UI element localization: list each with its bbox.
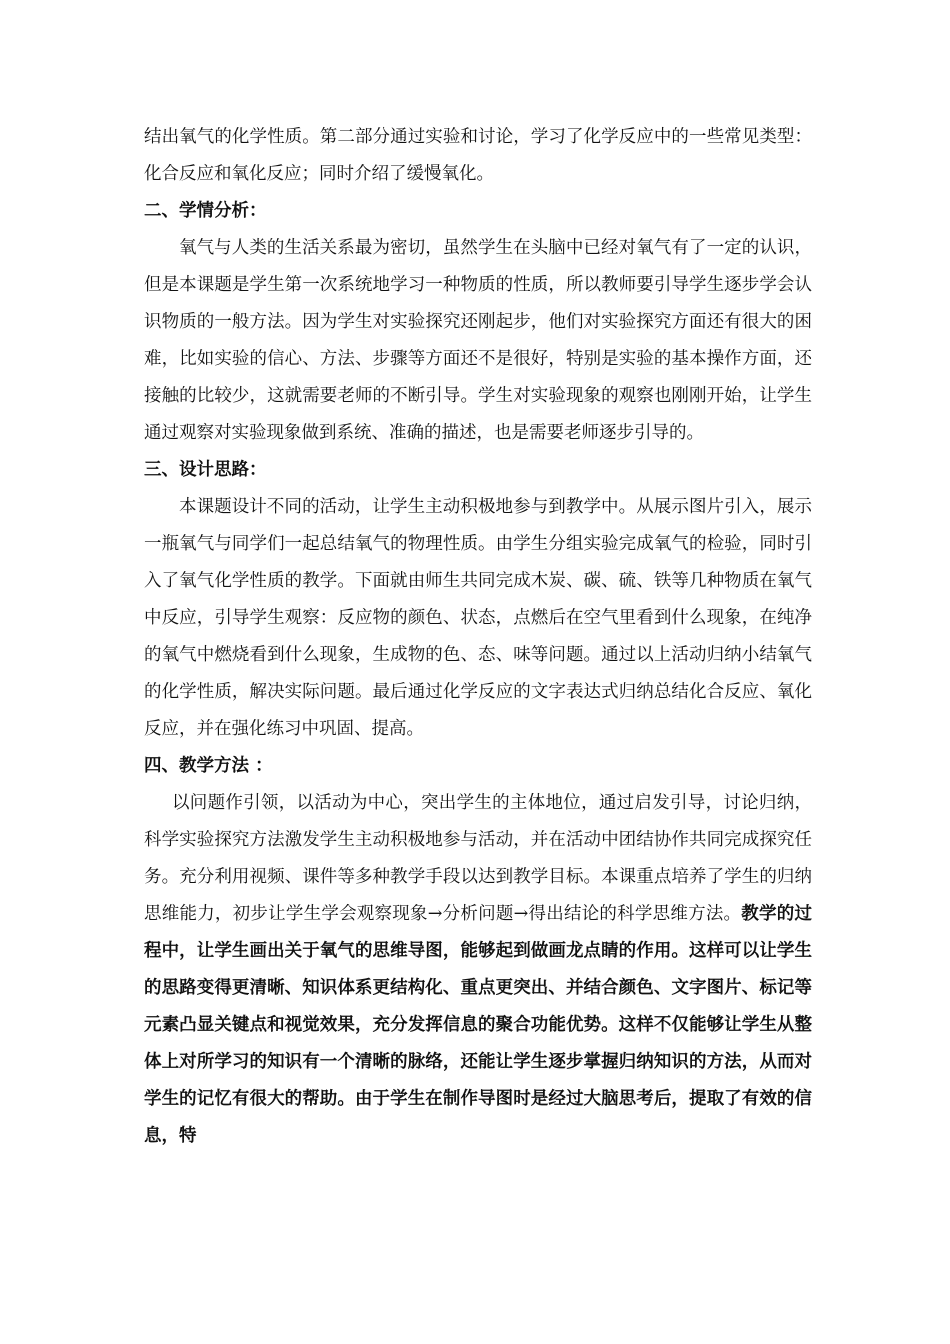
section-heading-teaching-methods: 四、教学方法 ： [144, 756, 273, 776]
teaching-methods-bold-text: 教学的过程中，让学生画出关于氧气的思维导图，能够起到做画龙点睛的作用。这样可以让学生的思路变得更清晰、知识体系更结构化、重点更突出、并结合颜色、文字图片、标记等元素凸显关键点和视觉效果，充分发挥信息的聚合功能优势。这样不仅能够让学生从整体上对所学习的知识有一个清晰的脉络，还能让学生逐步掌握归纳知识的方法，从而对学生的记忆有很大的帮助。由于学生在制作导图时是经过大脑思考后，提取了有效的信息，特 [144, 904, 812, 1146]
teaching-methods-text: 以问题作引领，以活动为中心，突出学生的主体地位，通过启发引导，讨论归纳，科学实验探究方法激发学生主动积极地参与活动，并在活动中团结协作共同完成探究任务。充分利用视频、课件等多种教学手段以达到教学目标。本课重点培养了学生的归纳思维能力，初步让学生学会观察现象→分析问题→得出结论的科学思维方法。 [144, 793, 812, 924]
section-heading-learning-analysis: 二、学情分析： [144, 201, 267, 221]
teaching-methods-paragraph [144, 785, 812, 1155]
section-heading-design-ideas: 三、设计思路： [144, 460, 267, 480]
learning-analysis-paragraph: 氧气与人类的生活关系最为密切，虽然学生在头脑中已经对氧气有了一定的认识，但是本课题是学生第一次系统地学习一种物质的性质，所以教师要引导学生逐步学会认识物质的一般方法。因为学生对实验探究还刚起步，他们对实验探究方面还有很大的困难，比如实验的信心、方法、步骤等方面还不是很好，特别是实验的基本操作方面，还接触的比较少，这就需要老师的不断引导。学生对实验现象的观察也刚刚开始，让学生通过观察对实验现象做到系统、准确的描述，也是需要老师逐步引导的。 [144, 238, 812, 443]
design-ideas-paragraph: 本课题设计不同的活动，让学生主动积极地参与到教学中。从展示图片引入，展示一瓶氧气与同学们一起总结氧气的物理性质。由学生分组实验完成氧气的检验，同时引入了氧气化学性质的教学。下面就由师生共同完成木炭、碳、硫、铁等几种物质在氧气中反应，引导学生观察：反应物的颜色、状态，点燃后在空气里看到什么现象，在纯净的氧气中燃烧看到什么现象，生成物的色、态、味等问题。通过以上活动归纳小结氧气的化学性质，解决实际问题。最后通过化学反应的文字表达式归纳总结化合反应、氧化反应，并在强化练习中巩固、提高。 [144, 497, 812, 739]
document-page [144, 119, 812, 1155]
intro-paragraph: 结出氧气的化学性质。第二部分通过实验和讨论，学习了化学反应中的一些常见类型：化合反应和氧化反应；同时介绍了缓慢氧化。 [144, 127, 812, 184]
